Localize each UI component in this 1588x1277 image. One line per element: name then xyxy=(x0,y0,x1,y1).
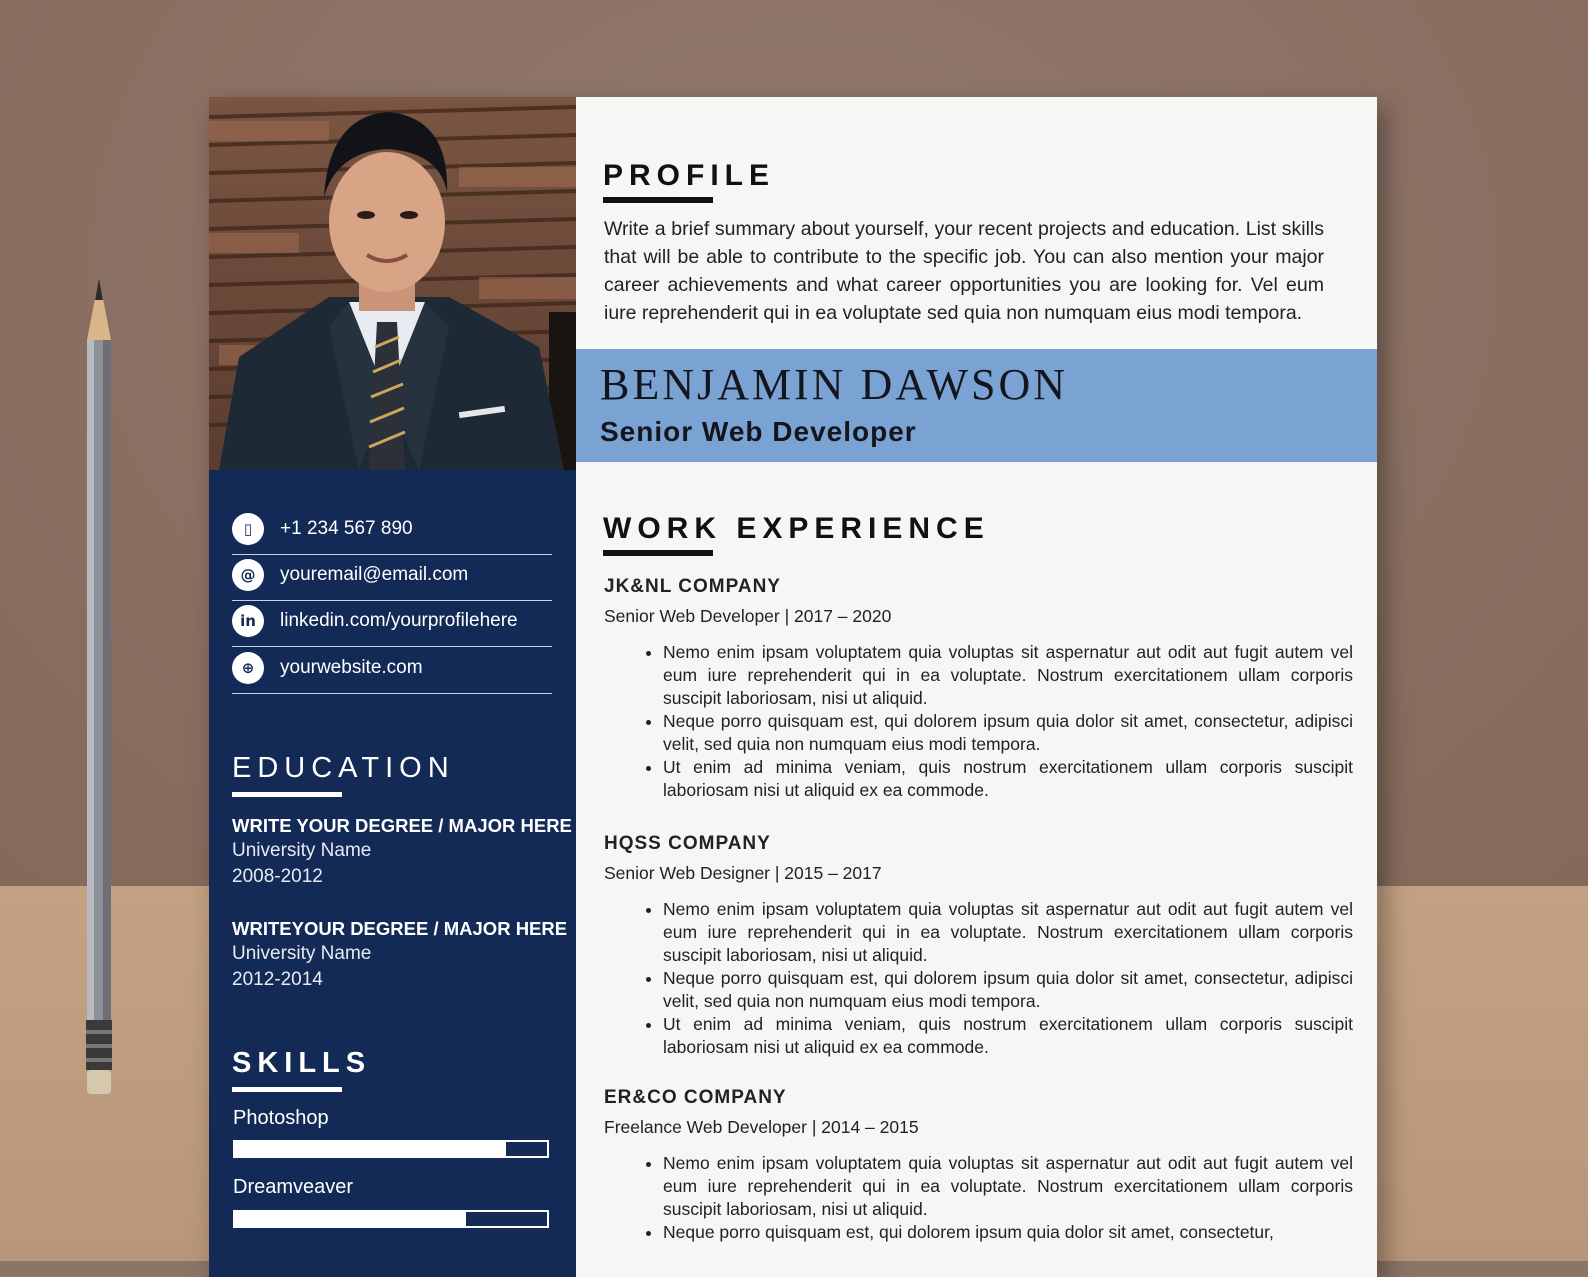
education-school-1: University Name xyxy=(232,840,372,861)
email-text: youremail@email.com xyxy=(280,564,469,585)
skills-heading-text: SKILLS xyxy=(232,1047,372,1079)
job-company-1: JK&NL COMPANY xyxy=(604,576,781,597)
education-heading xyxy=(232,752,455,785)
skill-name-1: Photoshop xyxy=(233,1107,329,1129)
skill-fill-1 xyxy=(235,1142,506,1156)
resume-sheet xyxy=(209,97,1377,1277)
job-company-3: ER&CO COMPANY xyxy=(604,1087,787,1108)
job-bullets-2 xyxy=(636,898,1353,1059)
job-role-3: Freelance Web Developer | 2014 – 2015 xyxy=(604,1117,919,1137)
job-bullets-3 xyxy=(636,1152,1353,1244)
contact-website[interactable] xyxy=(232,646,552,694)
person-name: BENJAMIN DAWSON xyxy=(600,360,1069,409)
contact-phone[interactable] xyxy=(232,507,552,555)
job-1-bullet-2: • Neque porro quisquam est, qui dolorem ipsum quia dolor sit amet, consectetur, adipisci velit, sed quia non numquam eius modi tempora. xyxy=(663,710,1353,756)
job-1-bullet-1: • Nemo enim ipsam voluptatem quia voluptas sit aspernatur aut odit aut fugit autem vel eum iure reprehenderit qui in ea voluptate. Nostrum exercitationem ullam corporis suscipit laboriosam, nisi ut aliquid. xyxy=(663,641,1353,710)
main-content xyxy=(576,97,1377,1277)
job-role-1: Senior Web Developer | 2017 – 2020 xyxy=(604,606,892,626)
education-years-1: 2008-2012 xyxy=(232,866,323,887)
name-banner xyxy=(576,349,1377,462)
profile-heading xyxy=(603,159,775,193)
pencil-image xyxy=(84,278,114,1096)
phone-icon: ▯ xyxy=(232,513,264,545)
phone-text: +1 234 567 890 xyxy=(280,518,413,539)
education-degree-2: WRITEYOUR DEGREE / MAJOR HERE xyxy=(232,918,568,939)
job-3-bullet-1: • Nemo enim ipsam voluptatem quia voluptas sit aspernatur aut odit aut fugit autem vel eum iure reprehenderit qui in ea voluptate. Nostrum exercitationem ullam corporis suscipit laboriosam, nisi ut aliquid. xyxy=(663,1152,1353,1221)
website-text: yourwebsite.com xyxy=(280,657,423,678)
education-years-2: 2012-2014 xyxy=(232,969,323,990)
work-heading-text: WORK EXPERIENCE xyxy=(603,512,990,545)
work-heading xyxy=(603,512,990,546)
education-school-2: University Name xyxy=(232,943,372,964)
job-2-bullet-3: • Ut enim ad minima veniam, quis nostrum exercitationem ullam corporis suscipit laboriosam nisi ut aliquid ex ea commode. xyxy=(663,1013,1353,1059)
profile-photo xyxy=(209,97,576,470)
globe-icon: ⊕ xyxy=(232,652,264,684)
linkedin-icon: in xyxy=(232,605,264,637)
job-bullets-1 xyxy=(636,641,1353,802)
work-underline xyxy=(603,550,713,556)
job-2-bullet-2: • Neque porro quisquam est, qui dolorem ipsum quia dolor sit amet, consectetur, adipisci velit, sed quia non numquam eius modi tempora. xyxy=(663,967,1353,1013)
skill-bar-1 xyxy=(233,1140,549,1158)
job-3-bullet-2: • Neque porro quisquam est, qui dolorem ipsum quia dolor sit amet, consectetur, xyxy=(663,1221,1353,1244)
skills-underline xyxy=(232,1087,342,1092)
skill-bar-2 xyxy=(233,1210,549,1228)
skill-fill-2 xyxy=(235,1212,466,1226)
skills-heading xyxy=(232,1047,371,1080)
profile-heading-text: PROFILE xyxy=(603,159,776,192)
job-1-bullet-3: • Ut enim ad minima veniam, quis nostrum exercitationem ullam corporis suscipit laboriosam nisi ut aliquid ex ea commode. xyxy=(663,756,1353,802)
job-2-bullet-1: • Nemo enim ipsam voluptatem quia voluptas sit aspernatur aut odit aut fugit autem vel eum iure reprehenderit qui in ea voluptate. Nostrum exercitationem ullam corporis suscipit laboriosam, nisi ut aliquid. xyxy=(663,898,1353,967)
education-heading-text: EDUCATION xyxy=(232,752,455,784)
person-title: Senior Web Developer xyxy=(600,416,917,447)
education-degree-1: WRITE YOUR DEGREE / MAJOR HERE xyxy=(232,815,572,836)
profile-underline xyxy=(603,197,713,203)
job-role-2: Senior Web Designer | 2015 – 2017 xyxy=(604,863,882,883)
email-icon: @ xyxy=(232,559,264,591)
contact-linkedin[interactable] xyxy=(232,599,552,647)
skill-name-2: Dreamveaver xyxy=(233,1176,354,1198)
job-company-2: HQSS COMPANY xyxy=(604,833,771,854)
contact-email[interactable] xyxy=(232,553,552,601)
profile-summary: Write a brief summary about yourself, your recent projects and education. List skills that will be able to contribute to the specific job. You can also mention your major career achievements and what career opportunities you are looking for. Vel eum iure reprehenderit qui in ea voluptate sed quia non numquam eius modi tempora. xyxy=(604,218,1324,324)
left-sidebar xyxy=(209,97,576,1277)
linkedin-text: linkedin.com/yourprofilehere xyxy=(280,610,518,631)
education-underline xyxy=(232,792,342,797)
